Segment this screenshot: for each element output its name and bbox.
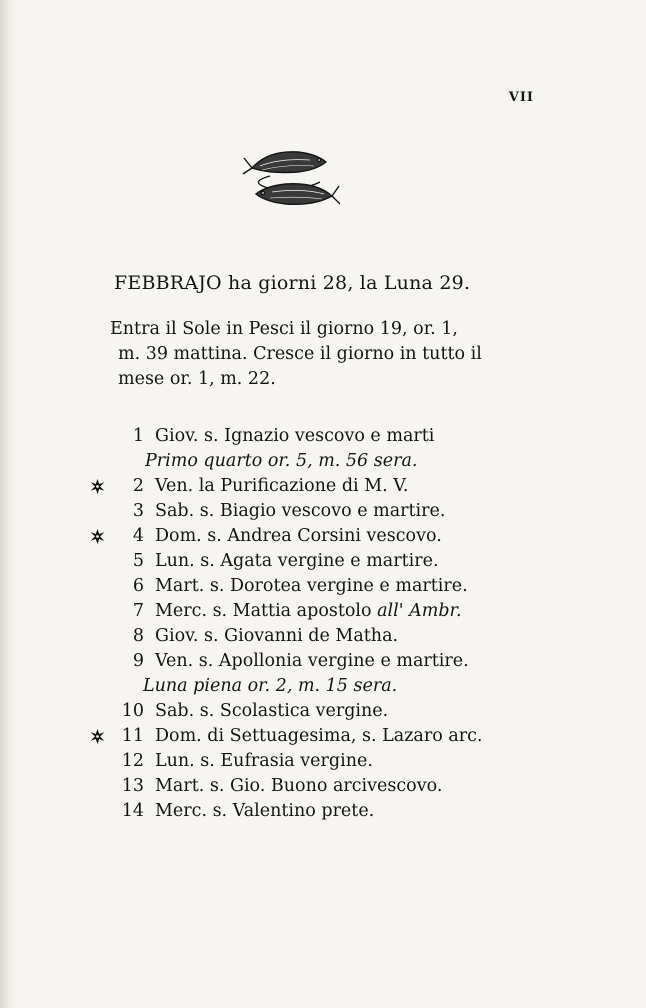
moon-phase-row: [0, 674, 646, 699]
day-entry: Giov. s. Giovanni de Matha.: [155, 626, 399, 646]
month-heading: FEBBRAJO ha giorni 28, la Luna 29.: [114, 272, 471, 294]
day-row: [0, 574, 646, 599]
intro-line: Entra il Sole in Pesci il giorno 19, or. 1,: [110, 319, 458, 339]
day-number: 9: [132, 651, 144, 671]
calendar-day-list: [0, 424, 646, 824]
day-number: 8: [132, 626, 144, 646]
day-entry: Dom. di Settuagesima, s. Lazaro arc.: [155, 726, 483, 746]
moon-phase-row: [0, 449, 646, 474]
day-entry: Lun. s. Eufrasia vergine.: [155, 751, 373, 771]
day-row: [0, 649, 646, 674]
day-row: [0, 624, 646, 649]
day-row: [0, 599, 646, 624]
day-number: 7: [132, 601, 144, 621]
day-number: 3: [132, 501, 144, 521]
day-row: [0, 699, 646, 724]
day-row: [0, 424, 646, 449]
day-number: 2: [132, 476, 144, 496]
day-entry: Dom. s. Andrea Corsini vescovo.: [155, 526, 442, 546]
day-row: [0, 499, 646, 524]
day-number: 4: [132, 526, 144, 546]
day-row: [0, 549, 646, 574]
day-row: [0, 724, 646, 749]
day-row: [0, 524, 646, 549]
day-number: 11: [121, 726, 144, 746]
page-number: VII: [508, 90, 534, 105]
day-entry: Giov. s. Ignazio vescovo e marti: [155, 426, 435, 446]
day-row: [0, 749, 646, 774]
day-entry: Mart. s. Gio. Buono arcivescovo.: [155, 776, 443, 796]
day-entry-main: Merc. s. Mattia apostolo: [155, 601, 378, 621]
day-row: [0, 774, 646, 799]
day-entry: [155, 599, 462, 624]
day-entry: Mart. s. Dorotea vergine e martire.: [155, 576, 468, 596]
day-entry: Merc. s. Valentino prete.: [155, 801, 375, 821]
day-number: 10: [121, 701, 144, 721]
day-entry: Ven. s. Apollonia vergine e martire.: [155, 651, 469, 671]
day-number: 6: [132, 576, 144, 596]
day-entry: Lun. s. Agata vergine e martire.: [155, 551, 439, 571]
ambrosian-rite-note: all' Ambr.: [377, 601, 462, 621]
day-number: 5: [132, 551, 144, 571]
day-row: [0, 799, 646, 824]
intro-line: m. 39 mattina. Cresce il giorno in tutto il: [118, 344, 482, 364]
moon-phase-note: Luna piena or. 2, m. 15 sera.: [143, 676, 398, 696]
day-number: 1: [132, 426, 144, 446]
moon-phase-note: Primo quarto or. 5, m. 56 sera.: [145, 451, 418, 471]
day-entry: Sab. s. Scolastica vergine.: [155, 701, 389, 721]
day-number: 14: [121, 801, 144, 821]
day-entry: Ven. la Purificazione di M. V.: [155, 476, 409, 496]
pisces-fish-icon: [240, 138, 340, 216]
day-number: 13: [121, 776, 144, 796]
day-number: 12: [121, 751, 144, 771]
day-entry: Sab. s. Biagio vescovo e martire.: [155, 501, 446, 521]
day-row: [0, 474, 646, 499]
sun-entry-paragraph: [110, 317, 515, 392]
intro-line: mese or. 1, m. 22.: [118, 369, 276, 389]
